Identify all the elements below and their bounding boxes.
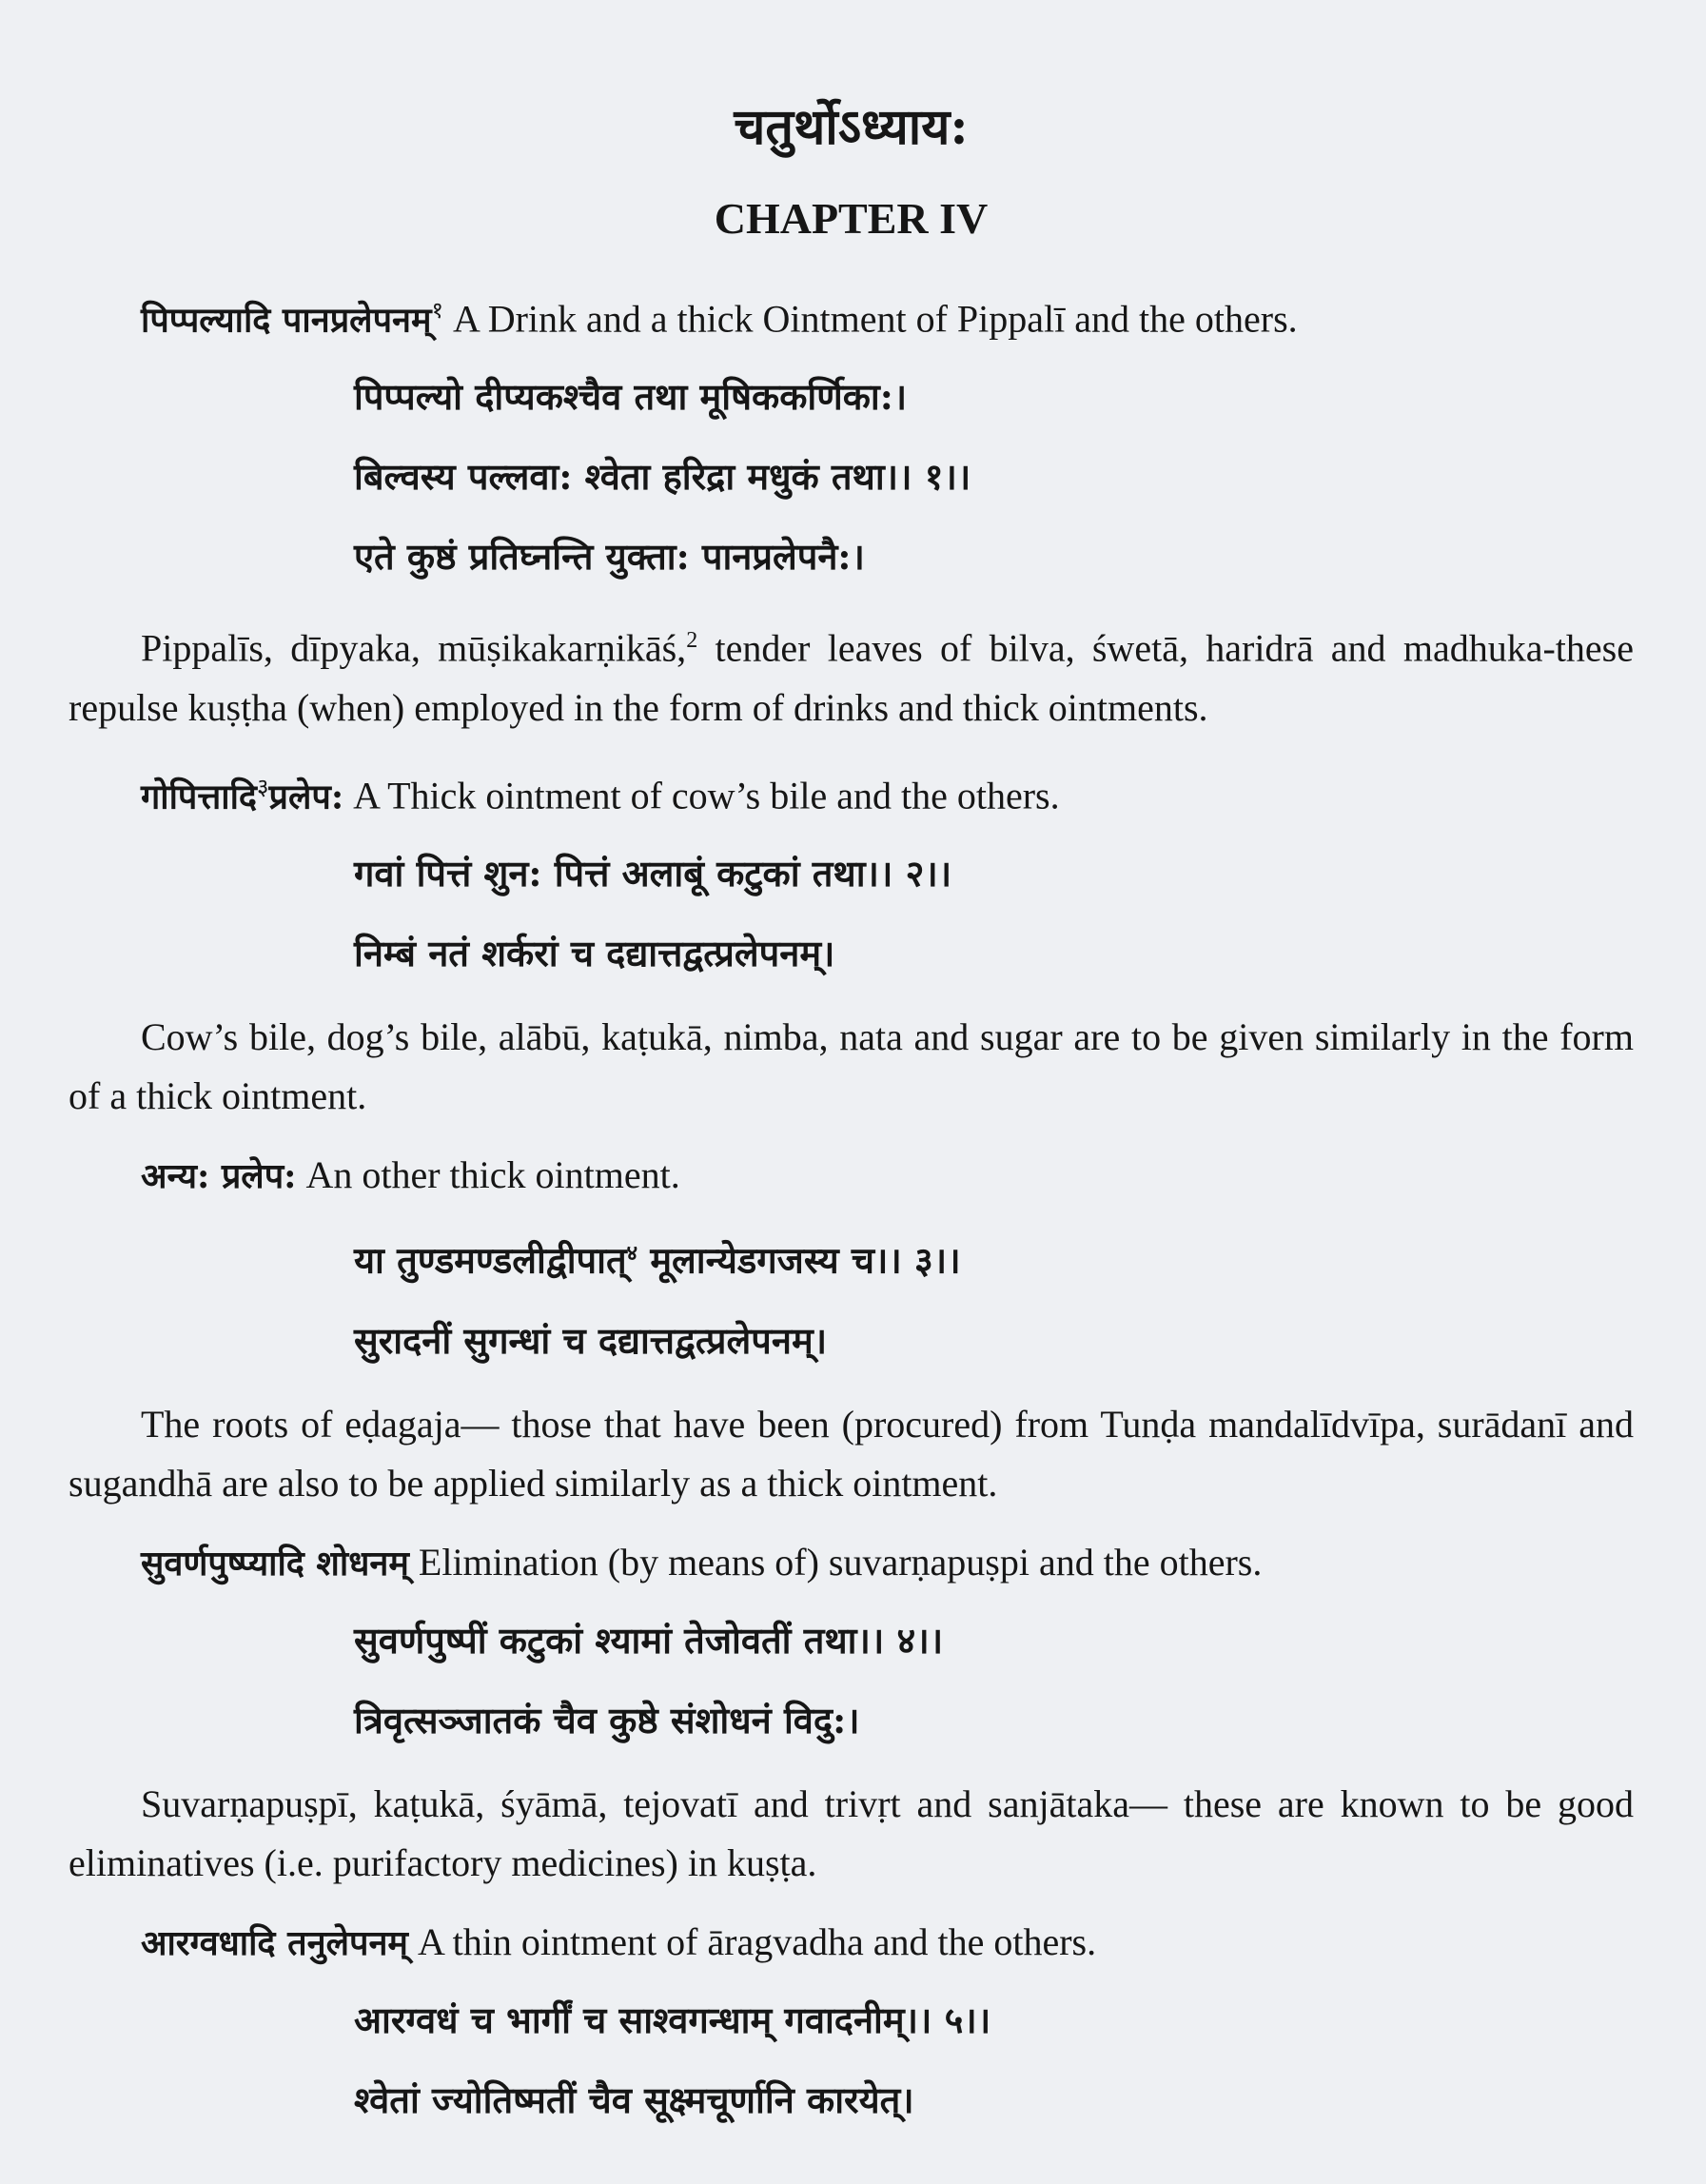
verse-line: त्रिवृत्सञ्जातकं चैव कुष्ठे संशोधनं विदु:। <box>354 1698 860 1741</box>
verse-line: निम्बं नतं शर्करां च दद्यात्तद्वत्प्रलेपनम्। <box>354 931 835 974</box>
section-heading-sanskrit: आरग्वधादि तनुलेपनम् <box>141 1922 408 1963</box>
verse-line: पिप्पल्यो दीप्यकश्चैव तथा मूषिककर्णिका:। <box>354 375 908 419</box>
translation-text: tender leaves of bilva, śwetā, haridrā and madhuka-these repulse kuṣṭha (when) employed in the form of drinks and thick ointments. <box>69 626 1634 729</box>
footnote-marker: ३ <box>257 773 269 800</box>
translation-paragraph: Cow’s bile, dog’s bile, alābū, kaṭukā, nimba, nata and sugar are to be given similarly in the form of a thick ointment. <box>69 1014 1634 1117</box>
footnote-marker: ४ <box>626 1240 638 1266</box>
chapter-title-sanskrit: चतुर्थोऽध्याय: <box>734 98 969 156</box>
translation-paragraph: The roots of eḍagaja— those that have been (procured) from Tunḍa mandalīdvīpa, surādanī and sugandhā are also to be applied similarly as a thick ointment. <box>69 1402 1634 1505</box>
chapter-title-english: CHAPTER IV <box>714 194 989 243</box>
verse-text: या तुण्डमण्डलीद्वीपात् <box>354 1238 627 1282</box>
section-heading-4 <box>69 1536 1634 1590</box>
verse-line: एते कुष्ठं प्रतिघ्नन्ति युक्ता: पानप्रलेपनै:। <box>354 535 865 579</box>
verse-line: बिल्वस्य पल्लवा: श्वेता हरिद्रा मधुकं तथा।। १।। <box>354 455 971 499</box>
section-heading-5 <box>69 1916 1634 1970</box>
section-heading-sanskrit: प्रलेप: <box>268 776 344 817</box>
section-heading-english: A Thick ointment of cow’s bile and the others. <box>353 773 1060 817</box>
section-heading-english: A thin ointment of āragvadha and the others. <box>417 1919 1097 1963</box>
translation-text: Pippalīs, dīpyaka, mūṣikakarṇikāś, <box>141 626 687 670</box>
verse-text: मूलान्येडगजस्य च।। ३।। <box>637 1238 961 1282</box>
verse-line: सुवर्णपुष्पीं कटुकां श्यामां तेजोवतीं तथा।। ४।। <box>354 1618 944 1662</box>
verse-line: आरग्वधं च भार्गीं च साश्वगन्धाम् गवादनीम्।। ५।। <box>354 1997 991 2041</box>
verse-line: सुरादनीं सुगन्धां च दद्यात्तद्वत्प्रलेपनम्। <box>354 1318 828 1362</box>
footnote-marker: १ <box>431 297 444 324</box>
section-heading-sanskrit: सुवर्णपुष्प्यादि शोधनम् <box>141 1543 409 1584</box>
footnote-marker: 2 <box>686 628 698 654</box>
section-heading-1 <box>69 284 1634 346</box>
translation-paragraph: Suvarṇapuṣpī, kaṭukā, śyāmā, tejovatī and trivṛt and sanjātaka— these are known to be good eliminatives (i.e. purifactory medicines) in kuṣṭa. <box>69 1781 1634 1884</box>
translation-paragraph <box>69 611 1634 737</box>
verse-line <box>69 1228 1634 1287</box>
section-heading-english: A Drink and a thick Ointment of Pippalī and the others. <box>453 297 1298 341</box>
section-heading-3 <box>69 1149 1634 1203</box>
section-heading-sanskrit: अन्य: प्रलेप: <box>141 1155 297 1196</box>
verse-line: श्वेतां ज्योतिष्मतीं चैव सूक्ष्मचूर्णानि कारयेत्। <box>354 2077 914 2121</box>
section-heading-sanskrit: पिप्पल्यादि पानप्रलेपनम् <box>141 300 432 341</box>
section-heading-english: Elimination (by means of) suvarṇapuṣpi and the others. <box>418 1540 1263 1584</box>
section-heading-sanskrit: गोपित्तादि <box>141 776 258 817</box>
verse-line: गवां पित्तं शुन: पित्तं अलाबूं कटुकां तथा।। २।। <box>354 851 952 895</box>
section-heading-2 <box>69 760 1634 823</box>
section-heading-english: An other thick ointment. <box>305 1152 680 1196</box>
